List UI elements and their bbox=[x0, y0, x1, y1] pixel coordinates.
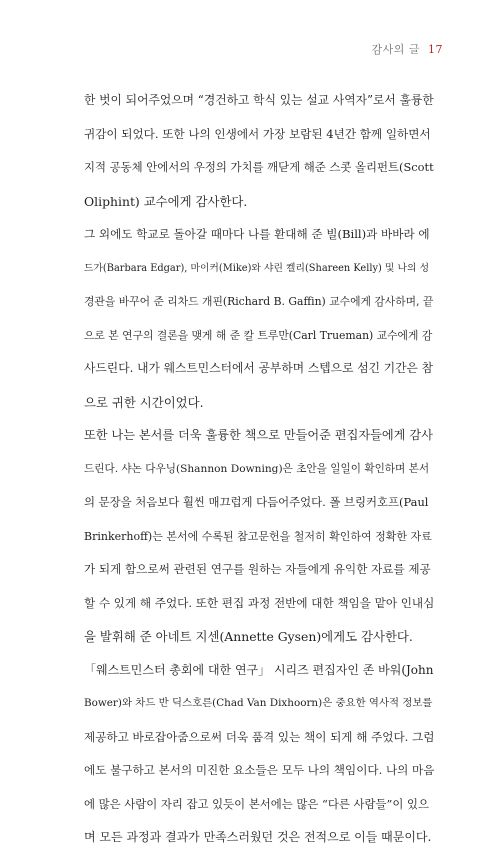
text-line: 「웨스트민스터 총회에 대한 연구」 시리즈 편집자인 존 바워(John bbox=[84, 662, 434, 677]
text-line: 의 문장을 처음보다 훨씬 매끄럽게 다듬어주었다. 폴 브링커호프(Paul bbox=[84, 495, 429, 509]
running-header bbox=[371, 41, 443, 57]
text-line: 경관을 바꾸어 준 리차드 개핀(Richard B. Gaffin) 교수에게 감사하며, 끝 bbox=[84, 295, 434, 308]
text-line: 한 벗이 되어주었으며 “경건하고 학식 있는 설교 사역자”로서 훌륭한 bbox=[84, 93, 434, 107]
text-line: 또한 나는 본서를 더욱 훌륭한 책으로 만들어준 편집자들에게 감사 bbox=[84, 428, 433, 442]
text-line: Oliphint) 교수에게 감사한다. bbox=[84, 193, 248, 209]
paragraph bbox=[84, 654, 434, 855]
text-line: 제공하고 바로잡아줌으로써 더욱 품격 있는 책이 되게 해 주었다. 그럼 bbox=[84, 729, 435, 744]
text-line: Brinkerhoff)는 본서에 수록된 참고문헌을 철저히 확인하여 정확한 자료 bbox=[84, 529, 432, 543]
text-line: 드린다. 샤논 다우닝(Shannon Downing)은 초안을 일일이 확인하며 본서 bbox=[84, 462, 430, 475]
body-text bbox=[84, 84, 434, 855]
text-line: 할 수 있게 해 주었다. 또한 편집 과정 전반에 대한 책임을 맡아 인내심 bbox=[84, 595, 435, 610]
text-line: 며 모든 과정과 결과가 만족스러웠던 것은 전적으로 이들 때문이다. bbox=[84, 830, 432, 844]
paragraph bbox=[84, 84, 434, 218]
text-line: 가 되게 함으로써 관련된 연구를 원하는 자들에게 유익한 자료를 제공 bbox=[84, 562, 431, 576]
text-line: 에 많은 사람이 자리 잡고 있듯이 본서에는 많은 “다른 사람들”이 있으 bbox=[84, 796, 429, 811]
text-line: 그 외에도 학교로 돌아갈 때마다 나를 환대해 준 빌(Bill)과 바바라 에 bbox=[84, 227, 430, 241]
page-number: 17 bbox=[428, 43, 443, 56]
text-line: 으로 본 연구의 결론을 맺게 해 준 칼 트루만(Carl Trueman) 교수에게 감 bbox=[84, 328, 433, 342]
text-line: 드가(Barbara Edgar), 마이커(Mike)와 샤린 켈리(Shareen Kelly) 및 나의 성 bbox=[84, 262, 430, 274]
text-line: 귀감이 되었다. 또한 나의 인생에서 가장 보람된 4년간 함께 일하면서 bbox=[84, 126, 431, 141]
text-line: 으로 귀한 시간이었다. bbox=[84, 394, 204, 410]
text-line: 을 발휘해 준 아네트 지센(Annette Gysen)에게도 감사한다. bbox=[84, 629, 413, 644]
text-line: 지적 공동체 안에서의 우정의 가치를 깨닫게 해준 스콧 올리펀트(Scott bbox=[84, 160, 434, 174]
text-line: Bower)와 차드 반 딕스호른(Chad Van Dixhoorn)은 중요한 역사적 정보를 bbox=[84, 697, 433, 709]
text-line: 사드린다. 내가 웨스트민스터에서 공부하며 스텝으로 섬긴 기간은 참 bbox=[84, 361, 434, 375]
paragraph bbox=[84, 419, 434, 654]
text-line: 에도 불구하고 본서의 미진한 요소들은 모두 나의 책임이다. 나의 마음 bbox=[84, 763, 435, 777]
section-title: 감사의 글 bbox=[371, 43, 420, 56]
paragraph bbox=[84, 218, 434, 419]
